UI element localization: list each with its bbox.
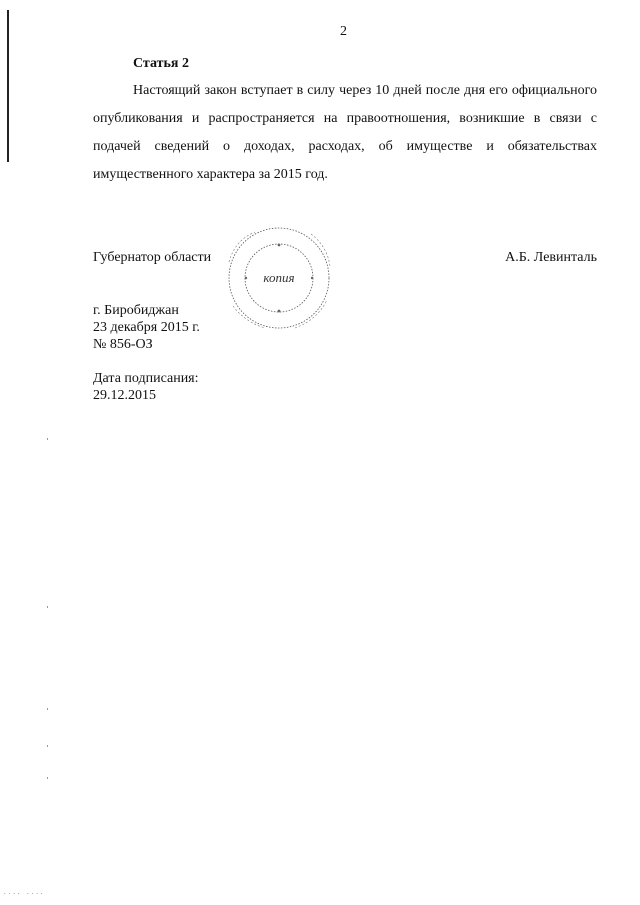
scan-speck — [47, 606, 48, 608]
scan-edge-line — [7, 10, 9, 162]
scan-speck — [47, 777, 48, 779]
signing-date: 29.12.2015 — [93, 388, 156, 403]
place: г. Биробиджан — [93, 303, 179, 318]
law-number: № 856-ОЗ — [93, 337, 153, 352]
scan-noise-marks: .... .... — [3, 889, 45, 896]
scan-speck — [47, 745, 48, 747]
signatory-name: А.Б. Левинталь — [505, 250, 597, 265]
scan-speck — [47, 708, 48, 710]
page-number: 2 — [340, 24, 347, 39]
signing-label: Дата подписания: — [93, 371, 199, 386]
stamp-label: копия — [263, 270, 295, 285]
law-date: 23 декабря 2015 г. — [93, 320, 200, 335]
copy-stamp — [215, 222, 340, 334]
article-text: Настоящий закон вступает в силу через 10 дней после дня его официального опубликования и распространяется на правоотношения, возникшие в связи с подачей сведений о доходах, расходах, об имуществе и обязательствах имущественного характера за 2015 год. — [93, 83, 597, 182]
signatory-title: Губернатор области — [93, 250, 212, 265]
article-title: Статья 2 — [133, 56, 189, 71]
scan-speck — [47, 438, 48, 440]
